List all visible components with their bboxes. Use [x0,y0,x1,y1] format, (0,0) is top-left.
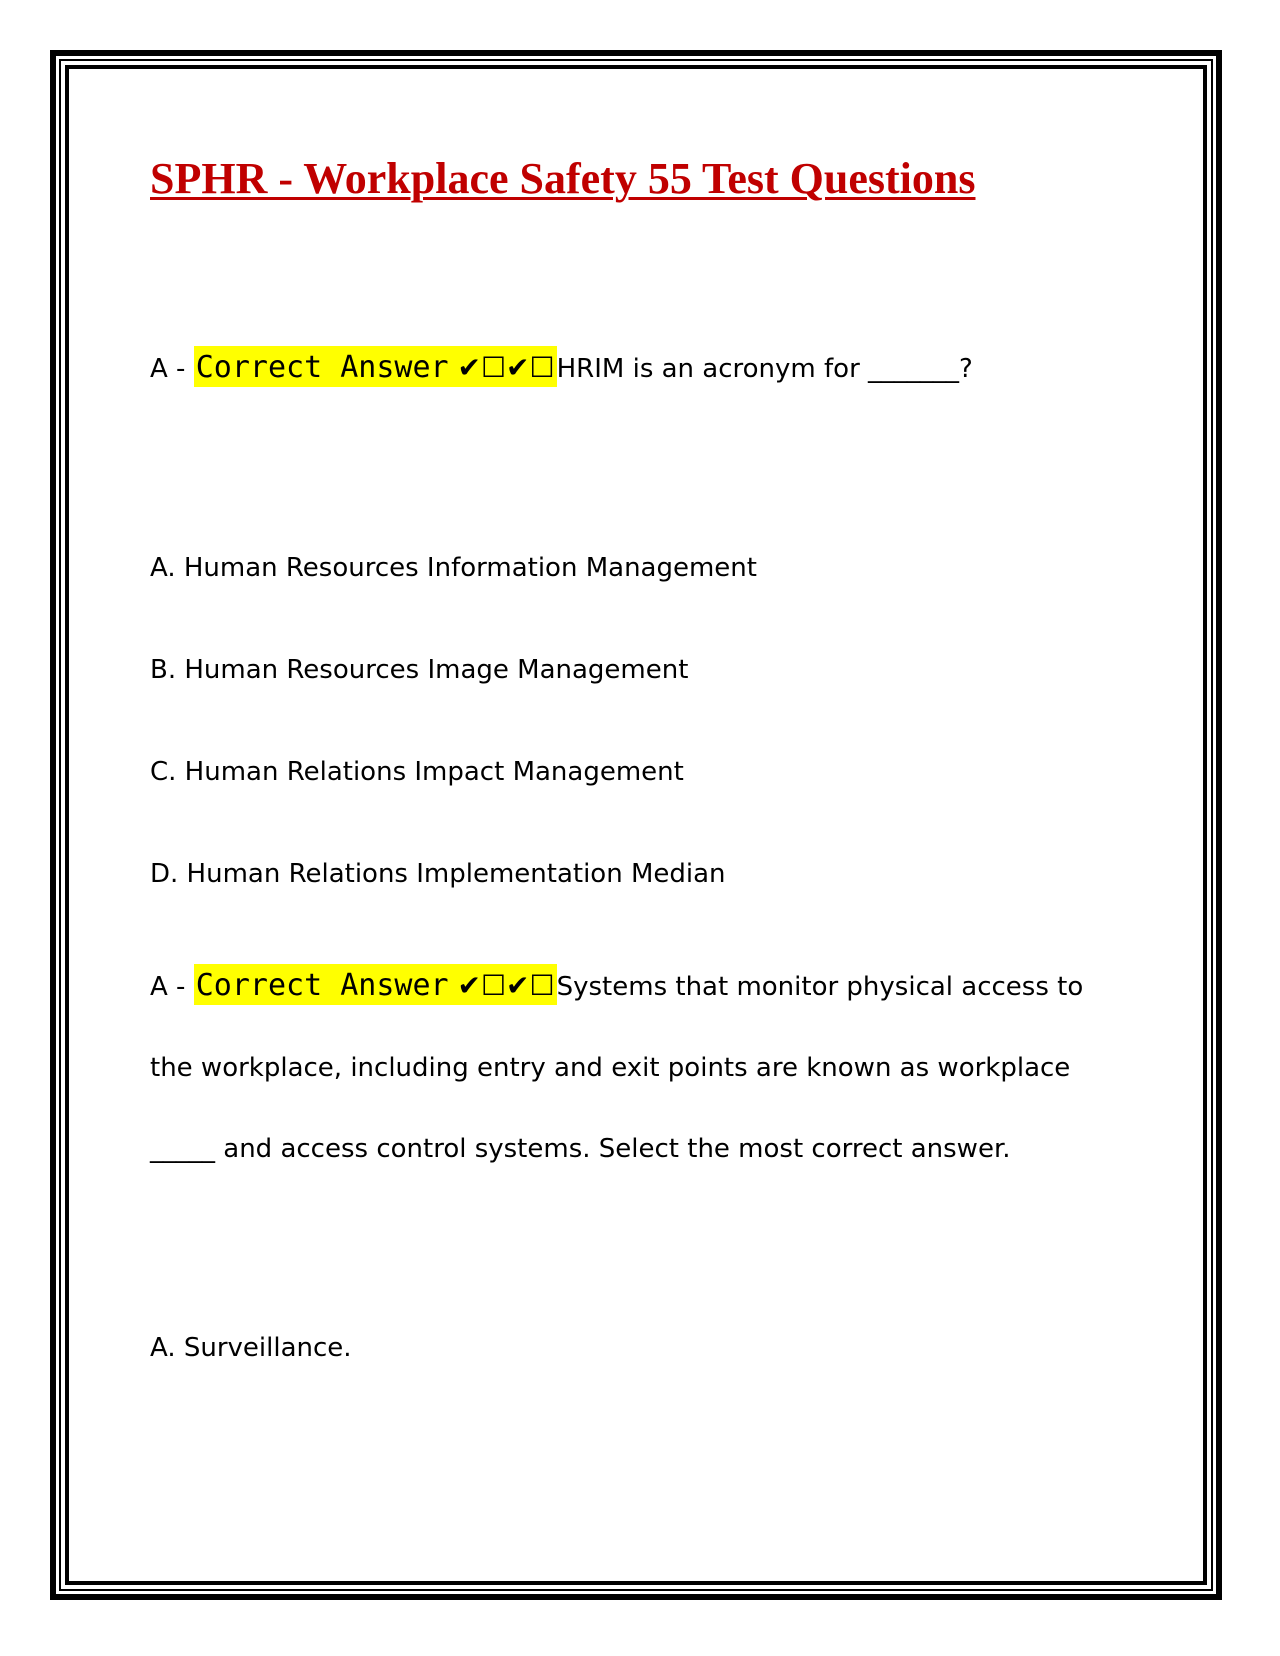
question-2-line [150,968,1083,1003]
answer-prefix: A - [150,354,194,384]
question-2-option-a: A. Surveillance. [150,1333,352,1363]
correct-answer-label: Correct Answer [195,968,449,1003]
question-2-text-line-1: Systems that monitor physical access to [556,972,1084,1002]
question-2-text-line-2: the workplace, including entry and exit points are known as workplace [150,1053,1071,1083]
question-2-text-line-3: _____ and access control systems. Select the most correct answer. [150,1134,1011,1164]
correct-answer-highlight [194,964,557,1005]
question-1-line [150,350,973,385]
question-1-option-a: A. Human Resources Information Management [150,553,757,583]
question-1-option-b: B. Human Resources Image Management [150,655,689,685]
question-1-option-c: C. Human Relations Impact Management [150,757,684,787]
document-body [150,150,1140,1363]
question-1-option-d: D. Human Relations Implementation Median [150,859,726,889]
correct-answer-highlight [194,346,557,387]
answer-prefix: A - [150,972,194,1002]
check-box-marker: ✔☐✔☐ [448,351,555,384]
question-1-text: HRIM is an acronym for _______? [556,354,973,384]
document-title: SPHR - Workplace Safety 55 Test Questions [150,154,976,203]
correct-answer-label: Correct Answer [195,350,449,385]
check-box-marker: ✔☐✔☐ [448,969,555,1002]
